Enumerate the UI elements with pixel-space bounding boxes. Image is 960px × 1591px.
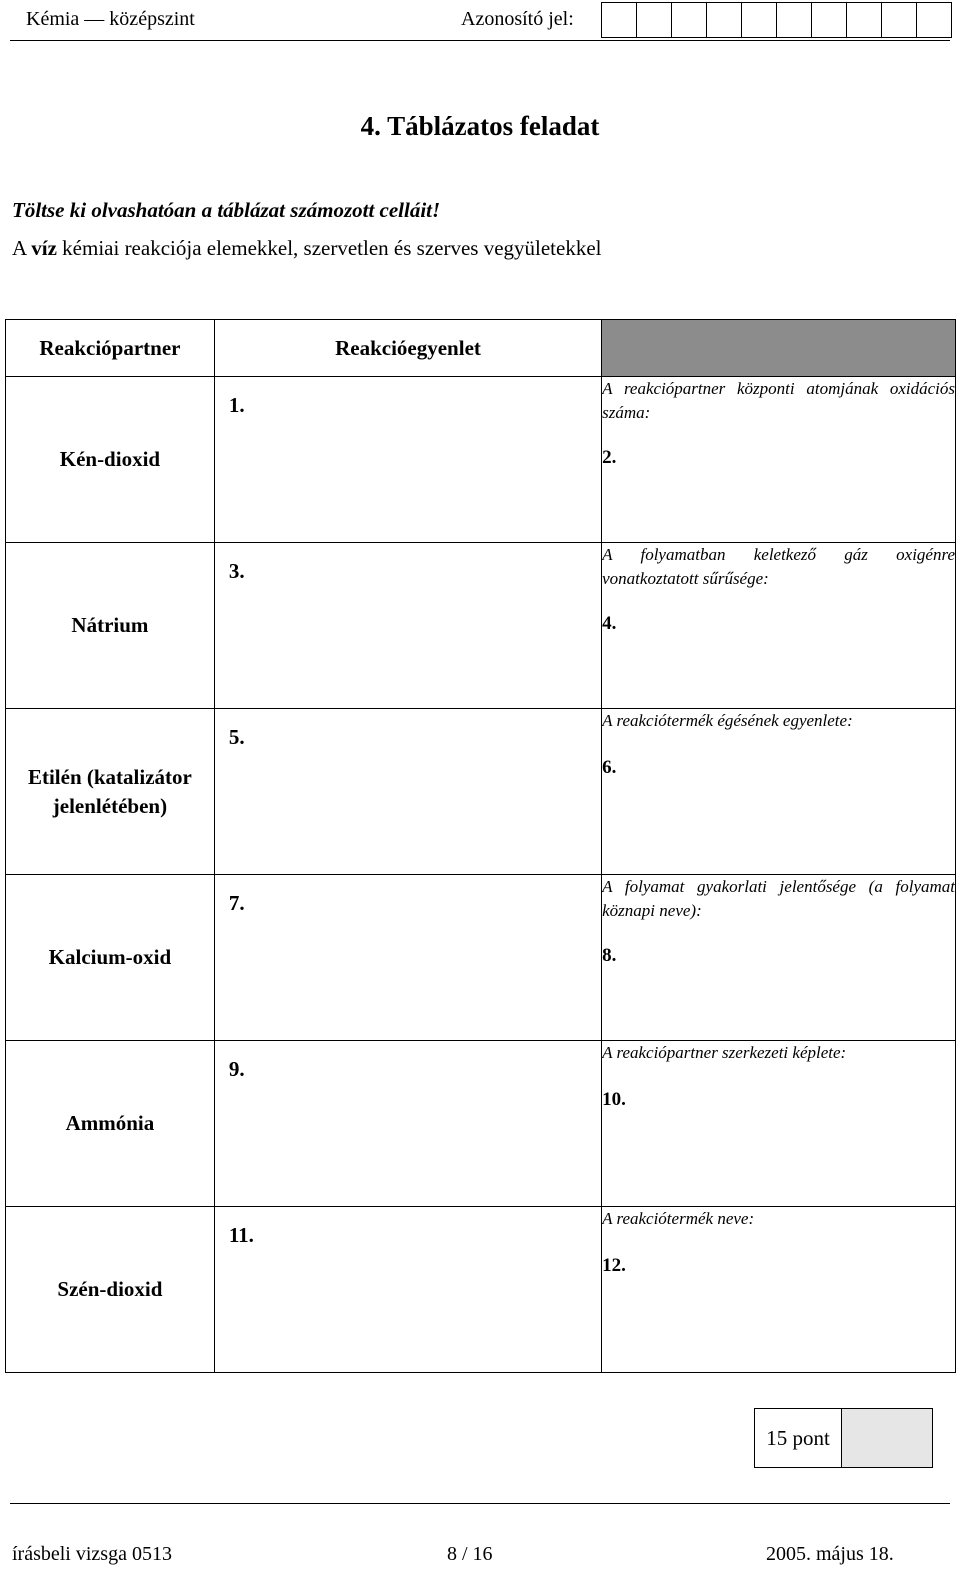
subtitle-suffix: kémiai reakciója elemekkel, szervetlen és szerves vegyületekkel	[56, 236, 602, 260]
reaction-partner: Nátrium	[6, 543, 215, 709]
equation-number: 5.	[228, 725, 245, 749]
footer-date: 2005. május 18.	[766, 1543, 894, 1565]
id-box[interactable]	[601, 2, 637, 38]
reaction-partner: Kén-dioxid	[6, 377, 215, 543]
table-row	[6, 1041, 956, 1207]
equation-cell[interactable]	[214, 377, 601, 543]
question-cell[interactable]	[602, 543, 956, 709]
table-row	[6, 1207, 956, 1373]
subtitle-prefix: A	[12, 236, 32, 260]
id-box[interactable]	[916, 2, 952, 38]
header-partner: Reakciópartner	[6, 320, 215, 377]
footer-page-number: 8 / 16	[447, 1543, 493, 1565]
equation-cell[interactable]	[214, 1207, 601, 1373]
header-shaded	[602, 320, 956, 377]
equation-number: 1.	[228, 393, 245, 417]
table-row	[6, 875, 956, 1041]
question-cell[interactable]	[602, 709, 956, 875]
reaction-partner: Szén-dioxid	[6, 1207, 215, 1373]
id-box[interactable]	[741, 2, 777, 38]
answer-number: 4.	[602, 612, 617, 634]
equation-number: 11.	[228, 1223, 254, 1247]
id-box[interactable]	[881, 2, 917, 38]
id-box[interactable]	[811, 2, 847, 38]
footer-rule	[10, 1503, 950, 1504]
answer-number: 2.	[602, 446, 617, 468]
reaction-partner: Etilén (katalizátor jelenlétében)	[6, 709, 215, 875]
score-box	[754, 1408, 933, 1468]
table-row	[6, 377, 956, 543]
question-cell[interactable]	[602, 377, 956, 543]
equation-cell[interactable]	[214, 875, 601, 1041]
equation-number: 9.	[228, 1057, 245, 1081]
id-box[interactable]	[706, 2, 742, 38]
footer-exam: írásbeli vizsga 0513	[12, 1543, 172, 1565]
question-cell[interactable]	[602, 1207, 956, 1373]
header-rule	[10, 40, 950, 41]
question-text: A reakciótermék égésének egyenlete:	[602, 711, 853, 730]
header-subject: Kémia — középszint	[26, 8, 195, 30]
question-text: A folyamatban keletkező gáz oxigénre vonatkoztatott sűrűsége:	[602, 545, 955, 588]
id-box[interactable]	[636, 2, 672, 38]
score-blank[interactable]	[842, 1409, 932, 1467]
page-title: 4. Táblázatos feladat	[360, 111, 600, 141]
task-subtitle	[12, 236, 602, 261]
id-box[interactable]	[776, 2, 812, 38]
instruction: Töltse ki olvashatóan a táblázat számozott celláit!	[12, 198, 441, 222]
equation-number: 7.	[228, 891, 245, 915]
score-label: 15 pont	[755, 1409, 842, 1467]
header-id-label: Azonosító jel:	[461, 8, 574, 30]
header-equation: Reakcióegyenlet	[214, 320, 601, 377]
equation-cell[interactable]	[214, 709, 601, 875]
equation-cell[interactable]	[214, 1041, 601, 1207]
question-text: A reakciótermék neve:	[602, 1209, 755, 1228]
id-box[interactable]	[846, 2, 882, 38]
id-box[interactable]	[671, 2, 707, 38]
reaction-partner: Kalcium-oxid	[6, 875, 215, 1041]
equation-cell[interactable]	[214, 543, 601, 709]
id-boxes	[602, 2, 952, 38]
question-text: A reakciópartner központi atomjának oxidációs száma:	[602, 379, 955, 422]
table-row	[6, 709, 956, 875]
question-text: A folyamat gyakorlati jelentősége (a folyamat köznapi neve):	[602, 877, 955, 920]
answer-number: 8.	[602, 944, 617, 966]
question-cell[interactable]	[602, 875, 956, 1041]
question-text: A reakciópartner szerkezeti képlete:	[602, 1043, 847, 1062]
table-header-row	[6, 320, 956, 377]
reaction-partner: Ammónia	[6, 1041, 215, 1207]
answer-number: 12.	[602, 1254, 626, 1276]
answer-number: 10.	[602, 1088, 626, 1110]
answer-number: 6.	[602, 756, 617, 778]
table-row	[6, 543, 956, 709]
subtitle-bold: víz	[31, 236, 57, 260]
reaction-table	[5, 319, 956, 1373]
equation-number: 3.	[228, 559, 245, 583]
question-cell[interactable]	[602, 1041, 956, 1207]
